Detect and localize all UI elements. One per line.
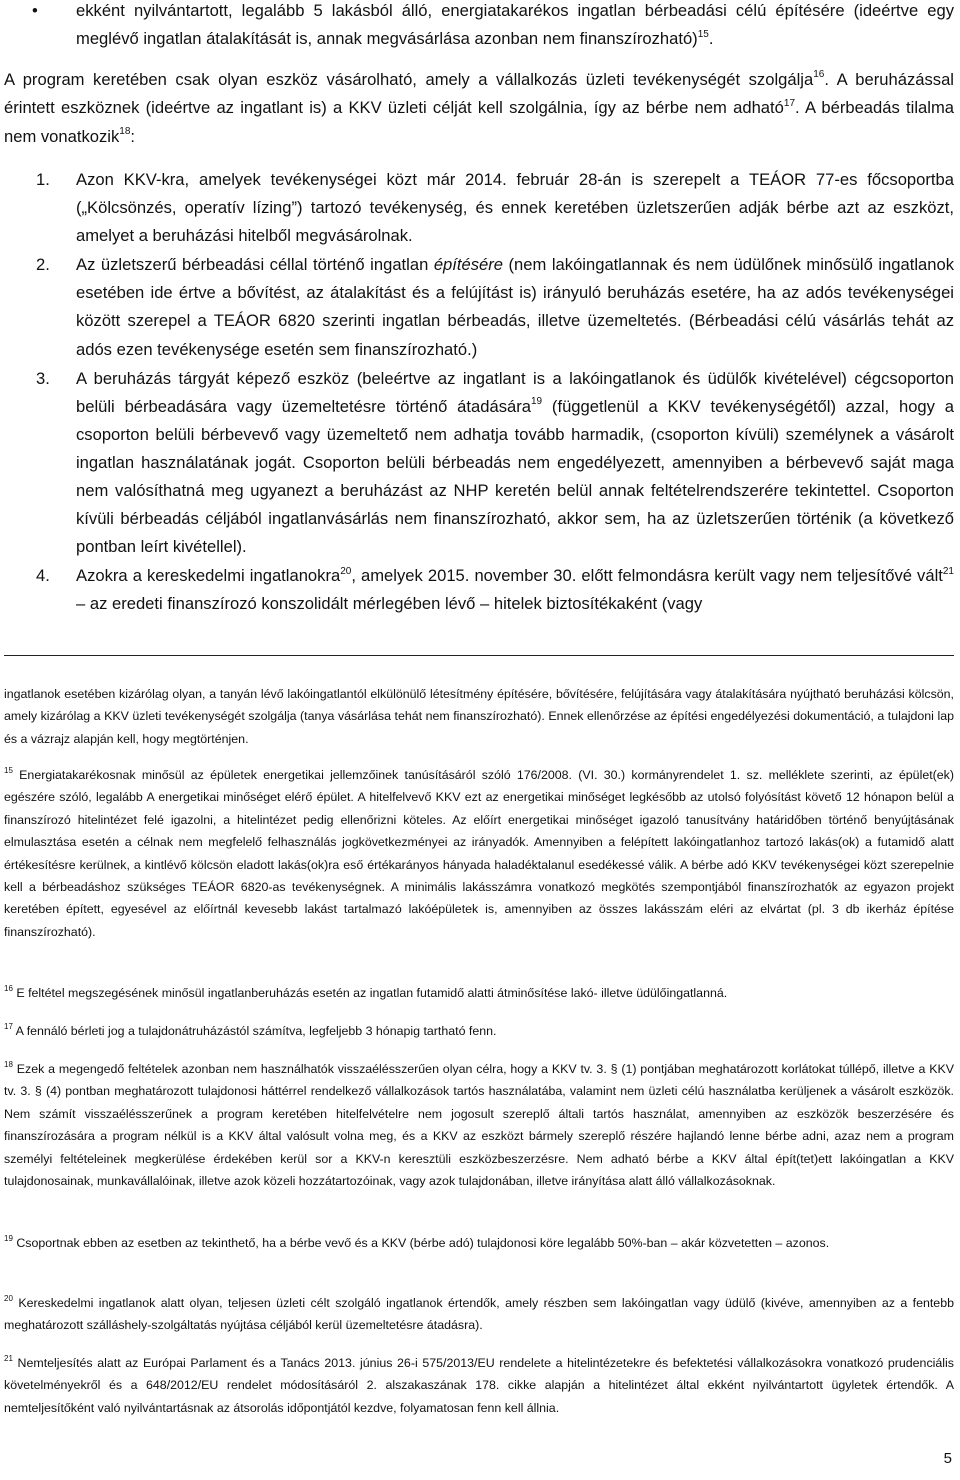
- footnote-text: A fennáló bérleti jog a tulajdonátruházástól számítva, legfeljebb 3 hónapig tartható fenn.: [15, 1024, 497, 1038]
- list-number: 1.: [36, 170, 50, 189]
- footnote-ref-18[interactable]: 18: [119, 126, 131, 138]
- list-item-text-post: (nem lakóingatlannak és nem üdülőnek minősülő ingatlanok esetében ide értve a bővítést, az átalakítást és a felújítást is) irányuló beruházás esetére, ha az adós tevékenységei között szerepel a TEÁOR 6820 szerinti ingatlan bérbeadás, illetve üzemeltetés. (Bérbeadási célú vásárlás tehát az adós ezen tevékenysége esetén sem finanszírozható.): [76, 255, 954, 359]
- footnote-ref-16[interactable]: 16: [813, 69, 825, 81]
- intro-paragraph: [4, 66, 954, 151]
- footnote-ref-20[interactable]: 20: [340, 565, 352, 577]
- intro-part-1: A program keretében csak olyan eszköz vásárolható, amely a vállalkozás üzleti tevékenységét szolgálja: [4, 70, 814, 89]
- intro-part-2: . A beruházással érintett eszköznek (ideértve az ingatlant is) a KKV üzleti célját kell szolgálnia, így az bérbe nem adható: [4, 70, 954, 118]
- footnote-number: 17: [4, 1021, 13, 1031]
- list-item-text-post: – az eredeti finanszírozó konszolidált mérlegében lévő – hitelek biztosítékaként (vagy: [76, 594, 703, 614]
- bullet-text: ekként nyilvántartott, legalább 5 lakásból álló, energiatakarékos ingatlan bérbeadási célú építésére (ideértve egy meglévő ingatlan átalakítását is, annak megvásárlása azonban nem finanszírozható): [76, 1, 954, 49]
- numbered-list: [4, 166, 954, 619]
- footnote-text: Nemteljesítés alatt az Európai Parlament és a Tanács 2013. június 26-i 575/2013/EU rendelete a hitelintézetekre és befektetési vállalkozásokra vonatkozó prudenciális követelményekről és a 648/2012/EU rendelet módosításáról 2. alszakaszának 178. cikke alapján a hitelintézet által ekként nyilvántartott ügyletek értendők. A nemteljesítőként való nyilvántartásnak az átsorolás időpontjától kezdve, folyamatosan fenn kell állnia.: [4, 1356, 954, 1415]
- footnote-separator: [4, 655, 954, 656]
- footnote-ref-19[interactable]: 19: [530, 396, 543, 408]
- list-number: 4.: [36, 566, 50, 586]
- list-item-2: [4, 251, 954, 363]
- footnote-ref-21[interactable]: 21: [942, 565, 954, 577]
- footnote-number: 21: [4, 1353, 13, 1363]
- bullet-text-tail: .: [708, 29, 714, 49]
- footnote-text: E feltétel megszegésének minősül ingatlanberuházás esetén az ingatlan futamidő alatti átminősítése lakó- illetve üdülőingatlanná.: [16, 986, 728, 1000]
- list-item-text-post: (függetlenül a KKV tevékenységétől) azzal, hogy a csoporton belüli bérbevevő vagy üzemeltető nem adhatja tovább harmadik, (csoporton kívüli) személynek a vásárolt ingatlan használatának jogát. Csoporton belüli bérbeadás nem engedélyezett, amennyiben a bérbevevő saját maga nem valósíthatná meg ugyanezt a beruházást az NHP keretén belül annak feltételrendszerére tekintettel. Csoporton kívüli bérbeadás céljából ingatlanvásárlás nem finanszírozható, akkor sem, ha az üzletszerűen történik (a következő pontban leírt kivétellel).: [76, 396, 954, 557]
- list-item-3: [4, 365, 954, 562]
- footnote-20: [4, 1292, 954, 1337]
- footnote-number: 19: [4, 1233, 13, 1243]
- list-number: 2.: [36, 255, 50, 275]
- footnote-ref-17[interactable]: 17: [783, 97, 796, 109]
- footnote-text: Energiatakarékosnak minősül az épületek energetikai jellemzőinek tanúsításáról szóló 176/2008. (VI. 30.) kormányrendelet 1. sz. melléklete szerinti, az épület(ek) egészére szóló, legalább A energetikai minőséget elérő épület. A hitelfelvevő KKV ezt az energetikai minőséget legkésőbb az utolsó folyósítást követő 12 hónapon belül a finanszírozó hitelintézet felé igazolni, a hitelintézet pedig ellenőrizni köteles. Az előírt energetikai minőséget igazoló tanusítvány határidőben történő benyújtásának elmulasztása esetén a célnak nem megfelelő felhasználás jogkövetkezményei az irányadók. Amennyiben a felépített lakóingatlanhoz tartozó lakás(ok) a futamidő alatt értékesítésre kerülnek, a kintlévő kölcsön eladott lakás(ok)ra eső értékarányos hányada haladéktalanul esedékessé válik. A bérbe adó KKV tevékenységei közt szerepelnie kell a bérbeadáshoz szükséges TEÁOR 6820-as tevékenységnek. A minimális lakásszámra vonatkozó megkötés szempontjából finanszírozhatók az egyazon projekt keretében épített, egyesével az előírtnál kevesebb lakást tartalmazó lakóépületek is, amennyiben az összes lakásszám eléri az elvártat (pl. 3 db ikerház építése finanszírozható).: [4, 768, 954, 939]
- footnote-16: [4, 982, 954, 1004]
- list-item-text: Azon KKV-kra, amelyek tevékenységei közt már 2014. február 28-án is szerepelt a TEÁOR 77-es főcsoportba („Kölcsönzés, operatív lízing”) tartozó tevékenység, és ennek keretében üzletszerűen adják bérbe azt az eszközt, amelyet a beruházási hitelből megvásárolnak.: [76, 170, 954, 246]
- bullet-text-block: [76, 0, 954, 53]
- footnote-text: Csoportnak ebben az esetben az tekinthető, ha a bérbe vevő és a KKV (bérbe adó) tulajdonosi köre legalább 50%-ban – akár közvetetten – azonos.: [16, 1236, 830, 1250]
- bullet-list-item: [4, 0, 954, 53]
- list-item-text-pre: Az üzletszerű bérbeadási céllal történő ingatlan: [76, 255, 434, 275]
- page-number: 5: [943, 1450, 952, 1467]
- footnote-number: 18: [4, 1059, 13, 1069]
- footnote-text: Ezek a megengedő feltételek azonban nem használhatók visszaélésszerűen olyan célra, hogy a KKV tv. 3. § (1) pontjában meghatározott korlátokat túllépő, illetve a KKV tv. 3. § (4) pontban meghatározott tulajdonosi háttérrel rendelkező vállalkozások tartós használatába, valamint nem üzleti célú használatba kerüljenek a vásárolt eszközök. Nem számít visszaélésszerűnek a program keretében hitelfelvételre nem jogosult szereplő általi tartós használat, amennyiben az eszközök beszerzésére és finanszírozására a program nélkül is a KKV által valósult volna meg, és a KKV az eszközt bármely szereplő részére hajlandó lenne bérbe adni, azaz nem a program személyi feltételeinek megkerülése érdekében kerül sor a KKV-n keresztüli eszközbeszerzésre. Nem adható bérbe a KKV által épít(tet)ett lakóingatlan a KKV tulajdonosainak, munkavállalóinak, illetve azok közeli hozzátartozóinak, vagy azok tulajdonában, illetve irányítása alatt álló vállalkozásoknak.: [4, 1062, 954, 1189]
- footnote-19: [4, 1232, 954, 1254]
- footnote-number: 20: [4, 1293, 13, 1303]
- footnote-15: [4, 764, 954, 943]
- list-item-emphasis: építésére: [433, 255, 504, 275]
- list-item-text-pre: Azokra a kereskedelmi ingatlanokra: [76, 566, 341, 586]
- footnote-text: ingatlanok esetében kizárólag olyan, a tanyán lévő lakóingatlantól elkülönülő létesítmény építésére, bővítésére, felújítására vagy átalakítására nyújtható beruházási kölcsön, amely kizárólag a KKV üzleti tevékenységét szolgálja (tanya vásárlása tehát nem finanszírozható). Ennek ellenőrzése az építési engedélyezési dokumentáció, a tulajdoni lap és a vázrajz alapján kell, hogy megtörténjen.: [4, 687, 954, 746]
- footnote-text: Kereskedelmi ingatlanok alatt olyan, teljesen üzleti célt szolgáló ingatlanok értendők, amely részben sem lakóingatlan vagy üdülő (kivéve, amennyiben az a fentebb meghatározott szálláshely-szolgáltatás nyújtása céljából kerül üzemeltetésre átadásra).: [4, 1296, 954, 1333]
- list-item-4: [4, 562, 954, 618]
- intro-part-3: . A bérbeadás tilalma nem vonatkozik: [4, 98, 954, 146]
- footnote-continued: [4, 683, 954, 750]
- intro-part-4: :: [130, 126, 136, 146]
- footnote-18: [4, 1058, 954, 1192]
- footnote-21: [4, 1352, 954, 1419]
- footnote-17: [4, 1020, 954, 1042]
- list-number: 3.: [36, 368, 50, 388]
- footnote-number: 15: [4, 765, 13, 775]
- footnote-number: 16: [4, 983, 13, 993]
- bullet-symbol: •: [32, 1, 38, 20]
- list-item-text-pre: A beruházás tárgyát képező eszköz (beleértve az ingatlant is a lakóingatlanok és üdülők kivételével) cégcsoporton belüli bérbeadására vagy üzemeltetésre történő átadására: [76, 368, 954, 416]
- list-item-1: [4, 166, 954, 250]
- footnote-ref-15[interactable]: 15: [697, 28, 709, 40]
- list-item-text-mid: , amelyek 2015. november 30. előtt felmondásra került vagy nem teljesítővé vált: [351, 566, 943, 586]
